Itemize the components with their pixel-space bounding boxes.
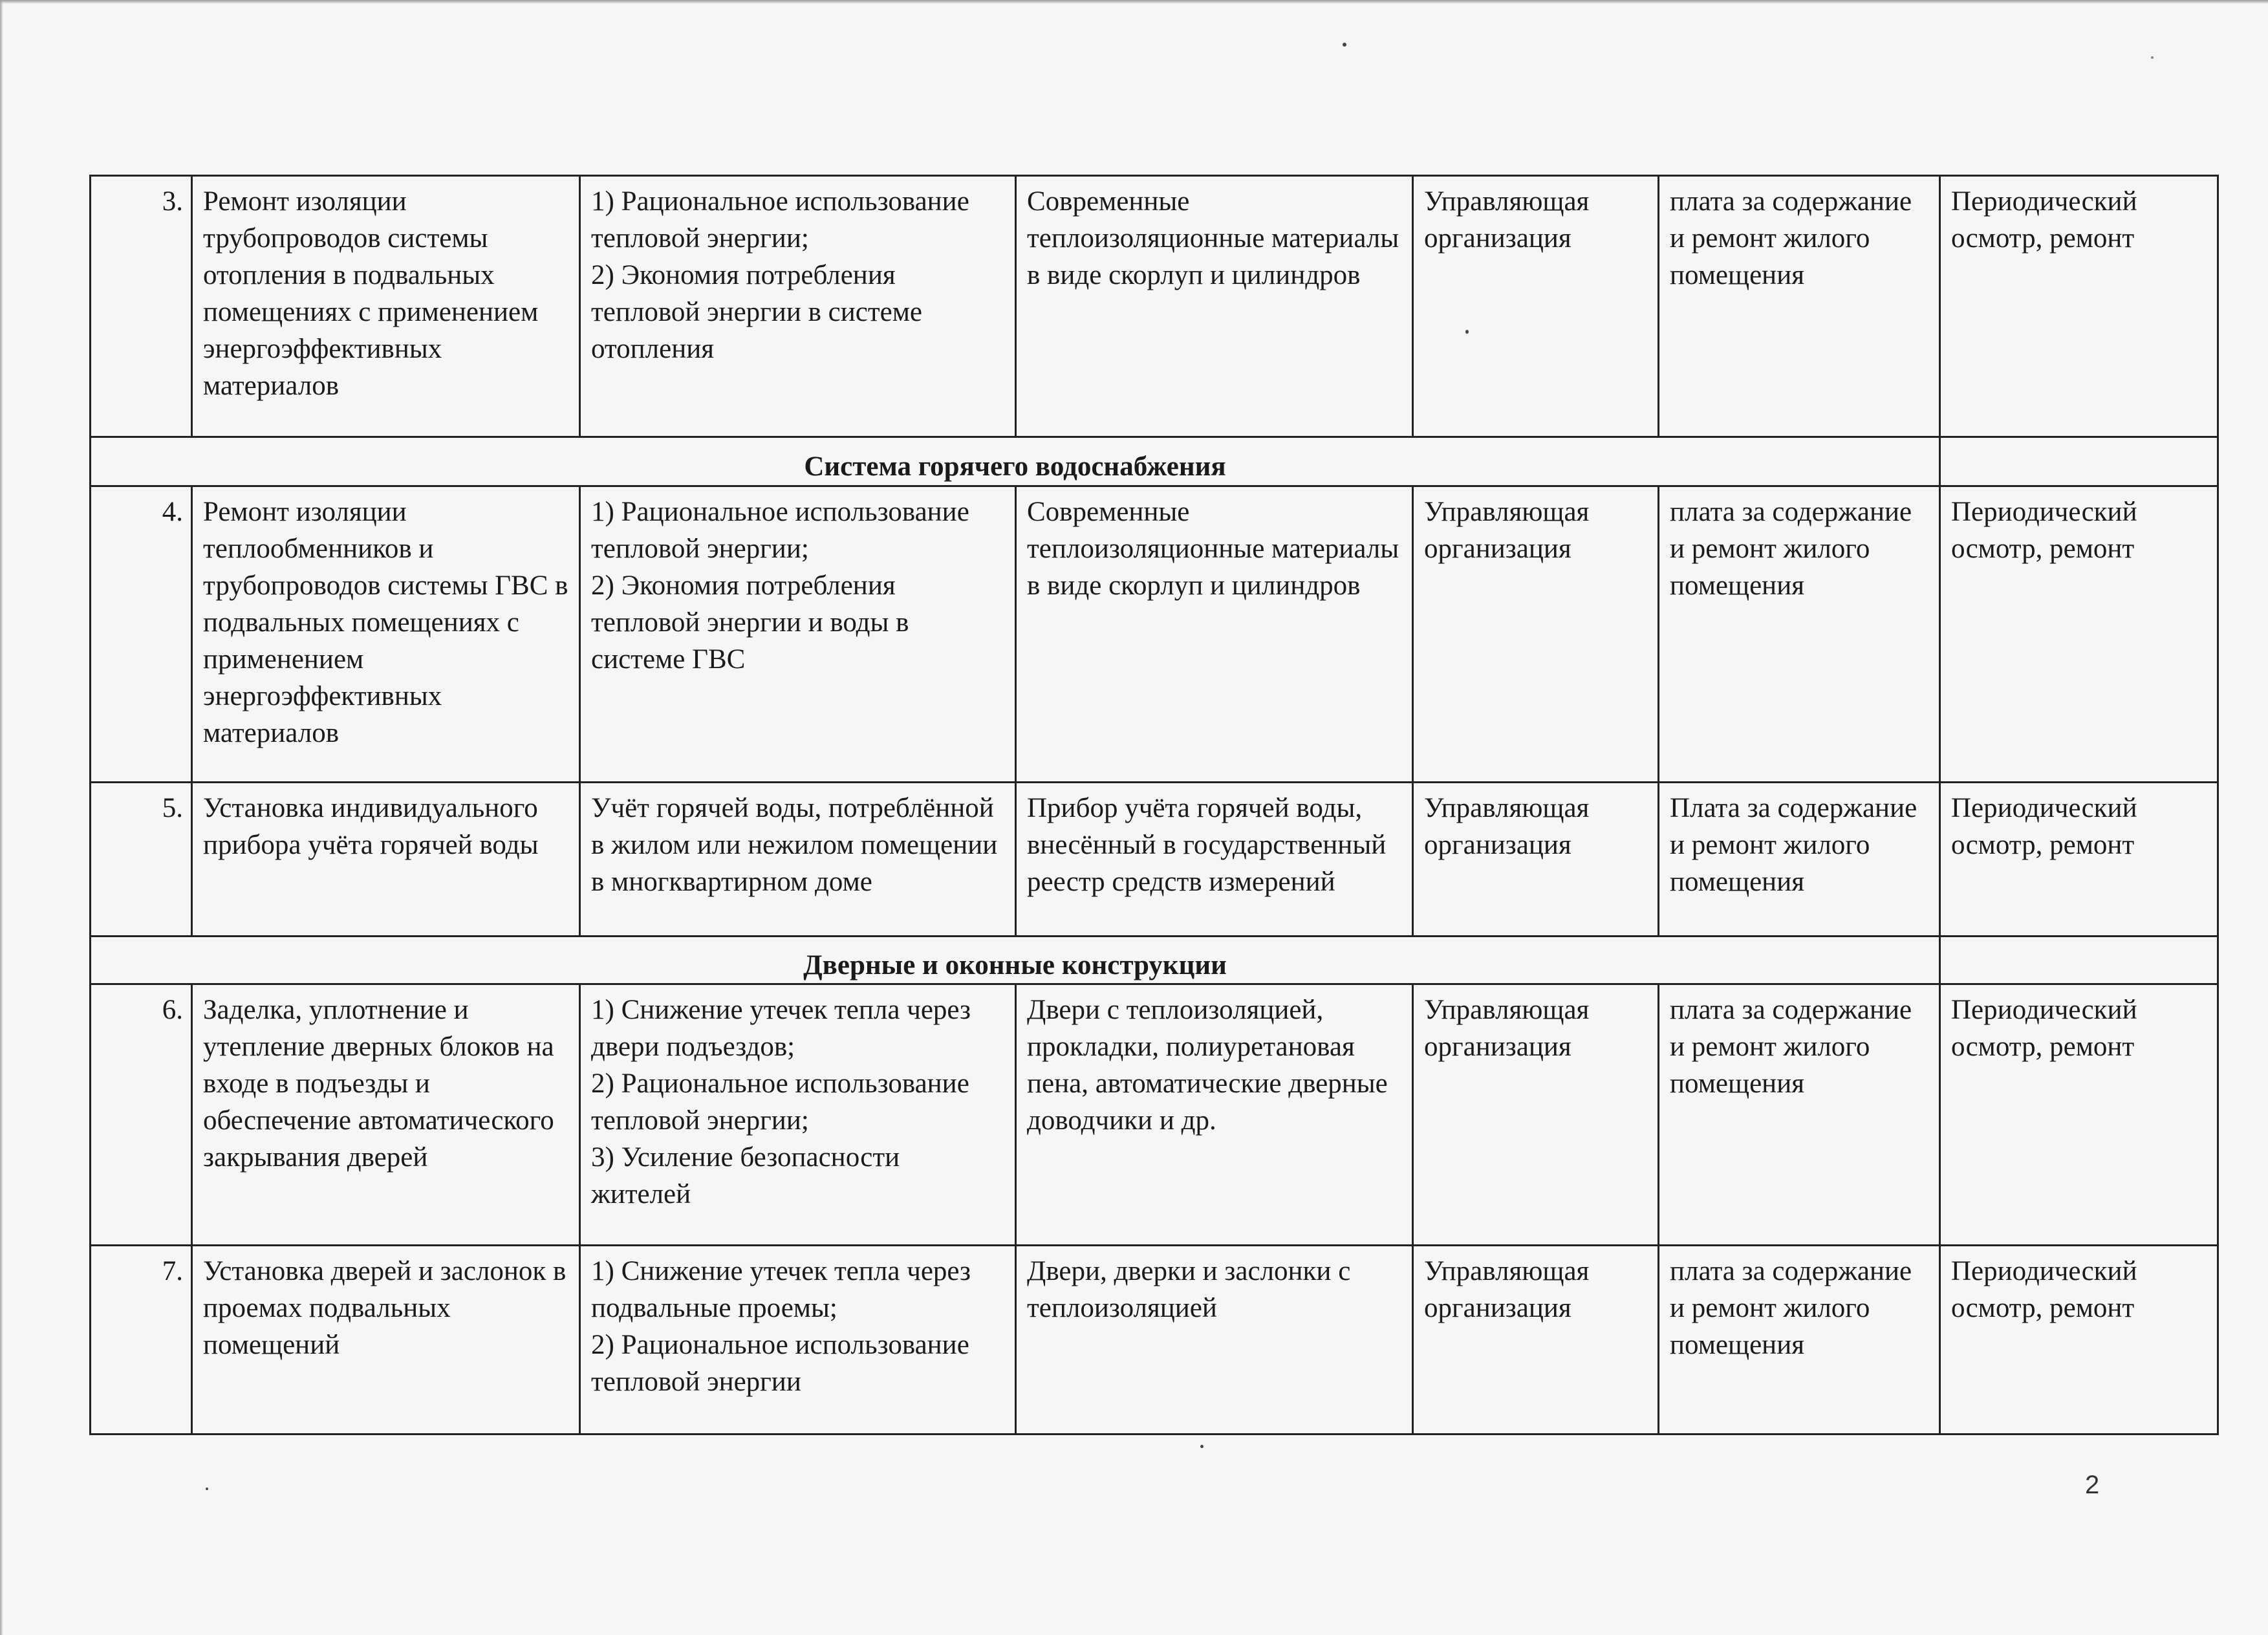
funding-source-cell: плата за содержание и ремонт жилого помещения	[1659, 176, 1940, 437]
effect-cell: 1) Рациональное использование тепловой энергии; 2) Экономия потребления тепловой энергии и воды в системе ГВС	[580, 486, 1016, 783]
scan-speck	[206, 1488, 208, 1490]
effect-cell: Учёт горячей воды, потреблённой в жилом или нежилом помещении в многквартирном доме	[580, 783, 1016, 937]
measure-cell: Установка индивидуального прибора учёта горячей воды	[192, 783, 580, 937]
measure-cell: Ремонт изоляции теплообменников и трубопроводов системы ГВС в подвальных помещениях с применением энергоэффективных материалов	[192, 486, 580, 783]
scan-edge-left	[0, 0, 3, 1635]
table-row	[91, 984, 2218, 1246]
executor-cell: Управляющая организация	[1413, 783, 1659, 937]
scan-edge-top	[0, 0, 2268, 4]
row-number: 6.	[91, 984, 192, 1246]
executor-cell: Управляющая организация	[1413, 984, 1659, 1246]
table-row	[91, 1246, 2218, 1435]
measures-table	[89, 175, 2219, 1435]
effect-cell: 1) Снижение утечек тепла через подвальные проемы; 2) Рациональное использование тепловой энергии	[580, 1246, 1016, 1435]
section-row	[91, 937, 2218, 984]
section-title: Дверные и оконные конструкции	[91, 937, 1940, 984]
scan-speck	[1343, 43, 1346, 47]
executor-cell: Управляющая организация	[1413, 1246, 1659, 1435]
materials-cell: Прибор учёта горячей воды, внесённый в государственный реестр средств измерений	[1016, 783, 1413, 937]
period-cell: Периодический осмотр, ремонт	[1940, 176, 2218, 437]
row-number: 5.	[91, 783, 192, 937]
row-number: 3.	[91, 176, 192, 437]
period-cell: Периодический осмотр, ремонт	[1940, 984, 2218, 1246]
effect-cell: 1) Снижение утечек тепла через двери подъездов; 2) Рациональное использование тепловой энергии; 3) Усиление безопасности жителей	[580, 984, 1016, 1246]
materials-cell: Современные теплоизоляционные материалы в виде скорлуп и цилиндров	[1016, 176, 1413, 437]
period-cell: Периодический осмотр, ремонт	[1940, 486, 2218, 783]
table-row	[91, 486, 2218, 783]
scan-speck	[2151, 56, 2154, 59]
executor-cell: Управляющая организация	[1413, 176, 1659, 437]
period-cell: Периодический осмотр, ремонт	[1940, 783, 2218, 937]
section-empty-cell	[1940, 437, 2218, 486]
page-number: 2	[2085, 1471, 2100, 1499]
period-cell: Периодический осмотр, ремонт	[1940, 1246, 2218, 1435]
row-number: 4.	[91, 486, 192, 783]
funding-source-cell: плата за содержание и ремонт жилого помещения	[1659, 984, 1940, 1246]
materials-cell: Двери, дверки и заслонки с теплоизоляцией	[1016, 1246, 1413, 1435]
measure-cell: Установка дверей и заслонок в проемах подвальных помещений	[192, 1246, 580, 1435]
funding-source-cell: плата за содержание и ремонт жилого помещения	[1659, 1246, 1940, 1435]
section-empty-cell	[1940, 937, 2218, 984]
table-row	[91, 176, 2218, 437]
measure-cell: Заделка, уплотнение и утепление дверных блоков на входе в подъезды и обеспечение автоматического закрывания дверей	[192, 984, 580, 1246]
section-row	[91, 437, 2218, 486]
scan-speck	[1200, 1445, 1204, 1448]
table-row	[91, 783, 2218, 937]
row-number: 7.	[91, 1246, 192, 1435]
funding-source-cell: Плата за содержание и ремонт жилого помещения	[1659, 783, 1940, 937]
materials-cell: Современные теплоизоляционные материалы в виде скорлуп и цилиндров	[1016, 486, 1413, 783]
measure-cell: Ремонт изоляции трубопроводов системы отопления в подвальных помещениях с применением энергоэффективных материалов	[192, 176, 580, 437]
effect-cell: 1) Рациональное использование тепловой энергии; 2) Экономия потребления тепловой энергии в системе отопления	[580, 176, 1016, 437]
executor-cell: Управляющая организация	[1413, 486, 1659, 783]
section-title: Система горячего водоснабжения	[91, 437, 1940, 486]
materials-cell: Двери с теплоизоляцией, прокладки, полиуретановая пена, автоматические дверные доводчики и др.	[1016, 984, 1413, 1246]
scan-speck	[1465, 330, 1469, 334]
funding-source-cell: плата за содержание и ремонт жилого помещения	[1659, 486, 1940, 783]
